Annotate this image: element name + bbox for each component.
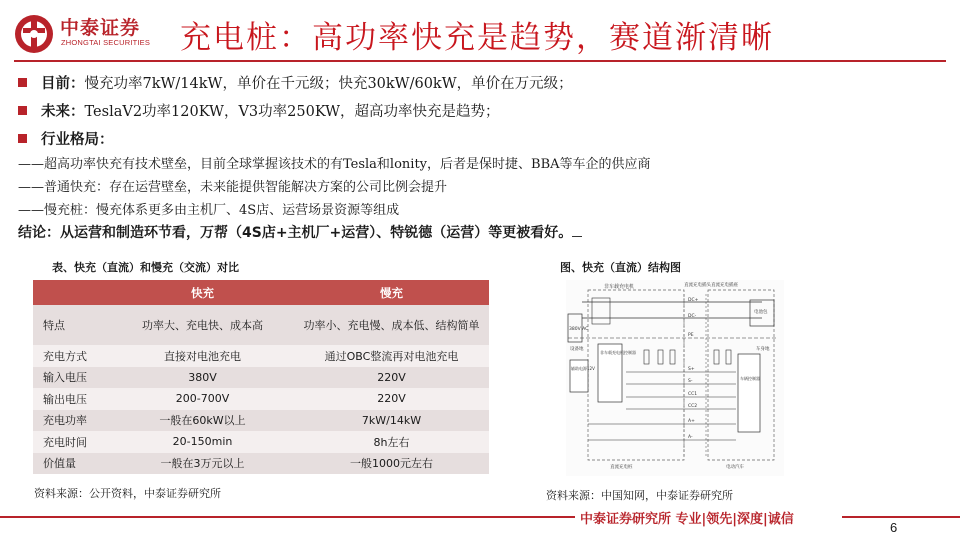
page-title: 充电桩：高功率快充是趋势，赛道渐清晰 [180, 20, 774, 56]
table-cell: 一般在60kW以上 [111, 410, 294, 432]
comparison-table [33, 280, 489, 474]
table-header-row [33, 280, 489, 305]
logo-english-name: ZHONGTAI SECURITIES [61, 38, 151, 47]
logo-chinese-name: 中泰证券 [60, 17, 141, 39]
conclusion-text: 结论：从运营和制造环节看，万帮（4S店+主机厂+运营）、特锐德（运营）等更被看好。 [18, 225, 573, 241]
terminal-label: PE [688, 333, 694, 338]
bullet-label: 未来： [41, 104, 85, 120]
terminal-label: DC- [688, 314, 697, 319]
bullet-current [18, 72, 573, 93]
dc-charging-diagram [566, 280, 784, 476]
footer-divider-left [0, 516, 575, 518]
bullet-future [18, 100, 500, 121]
underline-mark [572, 226, 582, 237]
logo-icon [14, 14, 54, 54]
table-header-cell: 快充 [111, 280, 294, 305]
table-cell: 220V [294, 367, 489, 389]
footer-slogan: 中泰证券研究所 专业|领先|深度|诚信 [580, 512, 794, 527]
table-header-cell [33, 280, 111, 305]
bullet-text: TeslaV2功率120KW，V3功率250KW，超高功率快充是趋势； [84, 104, 500, 120]
sub-point-fast: ——普通快充：存在运营壁垒，未来能提供智能解决方案的公司比例会提升 [18, 180, 448, 195]
table-row [33, 367, 489, 389]
table-cell: 充电功率 [33, 410, 111, 432]
table-cell: 220V [294, 388, 489, 410]
table-cell: 特点 [33, 305, 111, 345]
table-cell: 通过OBC整流再对电池充电 [294, 345, 489, 367]
table-cell: 输出电压 [33, 388, 111, 410]
ev-label: 电动汽车 [726, 465, 744, 470]
table-row [33, 410, 489, 432]
bullet-square-icon [18, 106, 27, 115]
table-cell: 价值量 [33, 453, 111, 475]
table-cell: 输入电压 [33, 367, 111, 389]
table-row [33, 431, 489, 453]
table-cell: 200-700V [111, 388, 294, 410]
bullet-label: 目前： [41, 76, 85, 92]
battery-label: 电池包 [754, 310, 768, 315]
table-row [33, 388, 489, 410]
table-row [33, 453, 489, 475]
table-cell: 充电时间 [33, 431, 111, 453]
terminal-label: DC+ [688, 298, 699, 303]
figure-source: 资料来源：中国知网，中泰证券研究所 [546, 489, 733, 502]
table-cell: 充电方式 [33, 345, 111, 367]
title-divider [14, 60, 946, 62]
terminal-label: S- [688, 379, 693, 384]
bullet-square-icon [18, 78, 27, 87]
table-row [33, 345, 489, 367]
vehicle-socket-label: 直流充电插座 [711, 283, 738, 288]
table-cell: 功率小、充电慢、成本低、结构简单 [294, 305, 489, 345]
table-cell: 一般1000元左右 [294, 453, 489, 475]
bullet-text: 慢充功率7kW/14kW，单价在千元级；快充30kW/60kW，单价在万元级； [84, 76, 573, 92]
bullet-industry [18, 128, 114, 149]
charger-bottom-label: 直流充电桩 [610, 465, 633, 470]
table-cell: 直接对电池充电 [111, 345, 294, 367]
table-caption: 表、快充（直流）和慢充（交流）对比 [52, 261, 239, 274]
table-row [33, 305, 489, 345]
terminal-label: CC2 [688, 404, 698, 409]
table-header-cell: 慢充 [294, 280, 489, 305]
page-number: 6 [890, 520, 898, 535]
vehicle-controller-box [738, 354, 760, 432]
table-cell: 8h左右 [294, 431, 489, 453]
vehicle-controller-label: 车辆控制器 [740, 376, 760, 381]
table-cell: 一般在3万元以上 [111, 453, 294, 475]
offboard-controller-label: 非车载充电机控制器 [600, 350, 636, 355]
vehicle-ground-label: 车身地 [756, 347, 770, 352]
bullet-label: 行业格局： [41, 132, 114, 148]
offboard-charger-label: 非车载充电机 [604, 284, 635, 290]
terminal-label: A- [688, 435, 693, 440]
table-cell: 7kW/14kW [294, 410, 489, 432]
ac-input-label: 380V AC [569, 327, 589, 332]
terminal-label: S+ [688, 367, 695, 372]
terminal-label: CC1 [688, 392, 698, 397]
bullet-square-icon [18, 134, 27, 143]
terminal-label: A+ [688, 419, 695, 424]
table-cell: 20-150min [111, 431, 294, 453]
sub-point-slow: ——慢充桩：慢充体系更多由主机厂、4S店、运营场景资源等组成 [18, 203, 400, 218]
aux-power-box [570, 360, 588, 392]
dc-plug-label: 直流充电插头 [684, 283, 711, 288]
table-cell: 380V [111, 367, 294, 389]
conclusion [18, 222, 582, 242]
table-cell: 功率大、充电快、成本高 [111, 305, 294, 345]
sub-point-superfast: ——超高功率快充有技术壁垒，目前全球掌握该技术的有Tesla和lonity，后者是保时捷、BBA等车企的供应商 [18, 157, 651, 172]
footer-divider-right [842, 516, 960, 518]
table-source: 资料来源：公开资料，中泰证券研究所 [34, 487, 221, 500]
device-ground-label: 设备地 [570, 347, 584, 352]
aux-power-label: 辅助电源12V [571, 366, 595, 371]
figure-caption: 图、快充（直流）结构图 [560, 261, 681, 274]
